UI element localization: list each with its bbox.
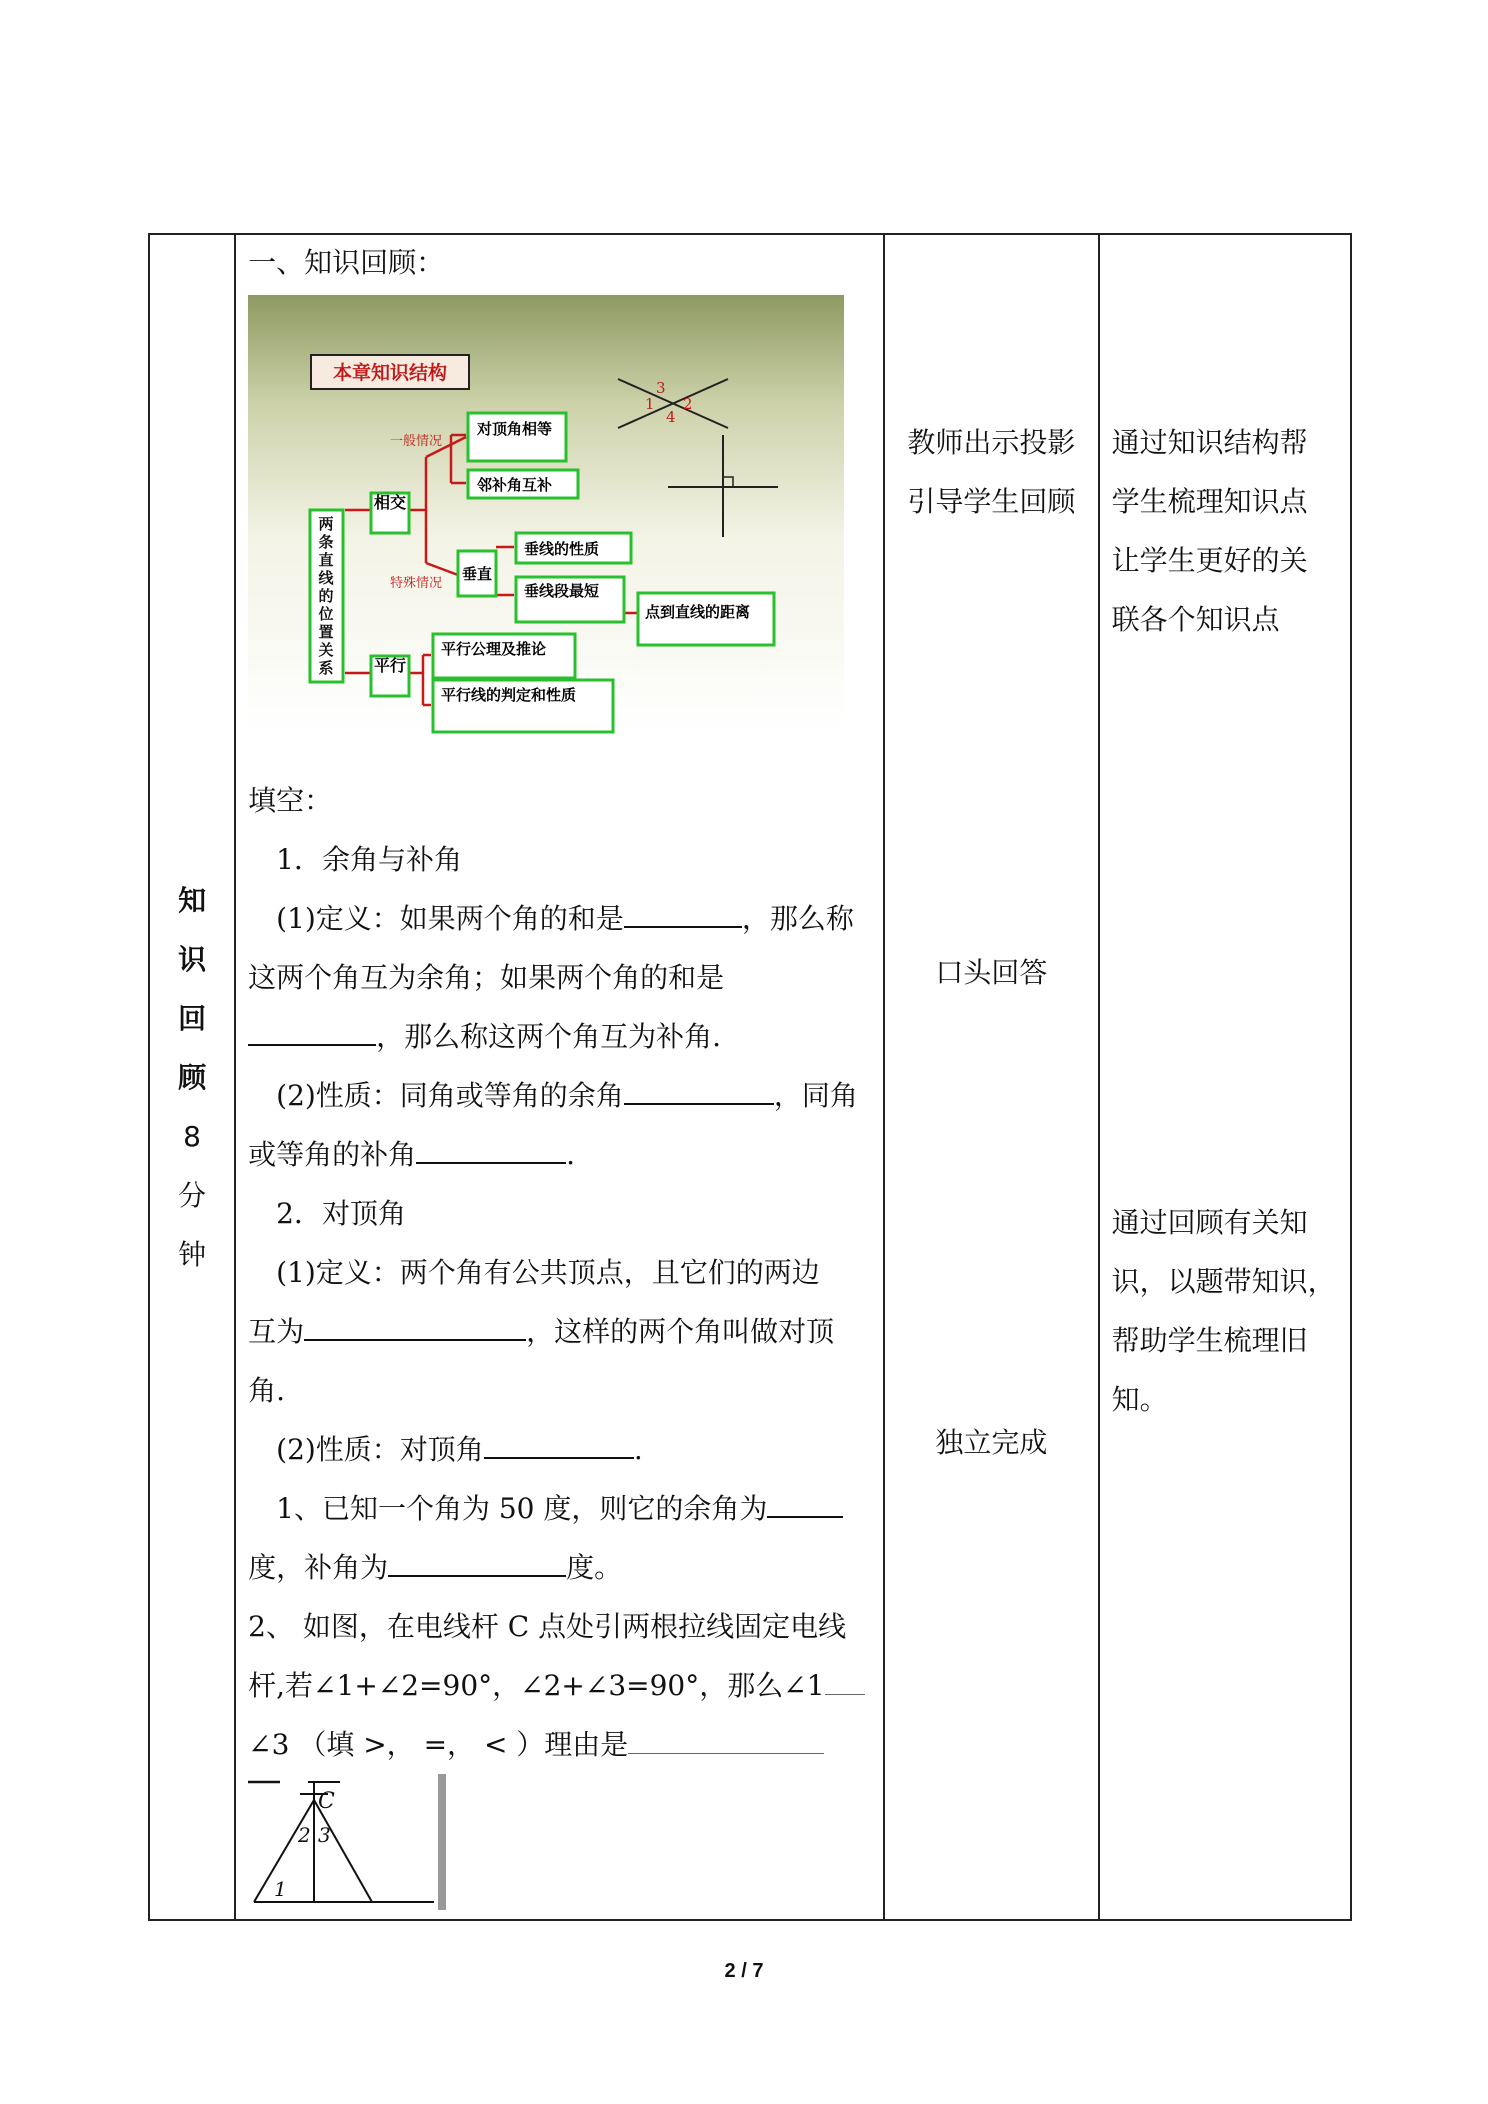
stage-char: 知 (178, 883, 207, 917)
content-cell (235, 234, 884, 1920)
utility-pole-svg (248, 1774, 448, 1914)
question1-line1: 1、已知一个角为 50 度，则它的余角为 (236, 1479, 883, 1538)
perp-segment-box-label: 垂线段最短 (524, 582, 600, 600)
root-box-label: 两条直线的位置关系 (318, 515, 334, 677)
item1-property-line2: 或等角的补角 . (248, 1138, 576, 1171)
design-line: 通过知识结构帮 (1111, 426, 1308, 459)
answer-blank[interactable] (416, 1140, 566, 1164)
stage-char: 回 (178, 1001, 207, 1035)
answer-blank[interactable] (304, 1317, 526, 1341)
point-line-distance-box-label: 点到直线的距离 (645, 603, 751, 621)
page-number: 2 / 7 (724, 1960, 764, 1982)
teaching-content (236, 235, 883, 1919)
perp-property-box-label: 垂线的性质 (524, 540, 600, 558)
perpendicular-box-label: 垂直 (462, 565, 493, 583)
design-line: 联各个知识点 (1111, 603, 1280, 636)
intersect-box-label: 相交 (374, 493, 407, 512)
angle-label: 4 (666, 408, 676, 426)
answer-blank[interactable] (624, 1081, 774, 1105)
activity-line: 教师出示投影 (907, 426, 1076, 459)
utility-pole-figure (248, 1774, 448, 1914)
question1-line2: 度，补角为 度。 (248, 1551, 623, 1584)
stage-unit-char: 分 (178, 1178, 207, 1212)
parallel-box-label: 平行 (374, 656, 407, 675)
question2-line1: 2、 如图，在电线杆 C 点处引两根拉线固定电线 (248, 1610, 847, 1643)
item2-definition-line2: 互为 ，这样的两个角叫做对顶 (248, 1315, 835, 1348)
answer-blank[interactable] (248, 1022, 376, 1046)
vertical-angles-box-label: 对顶角相等 (477, 420, 553, 438)
answer-blank[interactable] (825, 1672, 865, 1695)
design-intent-cell (1099, 234, 1351, 1920)
activity-independent-work: 独立完成 (935, 1426, 1048, 1459)
stage-char: 顾 (178, 1060, 207, 1094)
angle-label: 3 (656, 379, 666, 397)
design-intent (1100, 235, 1350, 1919)
design-line: 识，以题带知识， (1111, 1265, 1336, 1298)
angle-label: 2 (683, 395, 693, 413)
angle-label: 1 (645, 395, 655, 413)
design-line: 帮助学生梳理旧 (1111, 1324, 1308, 1357)
item2-definition-line1: (1)定义：两个角有公共顶点，且它们的两边 (276, 1256, 820, 1289)
section-title: 一、知识回顾： (248, 246, 445, 279)
parallel-judge-box-label: 平行线的判定和性质 (441, 686, 577, 704)
question2-line2: 杆,若∠1+∠2=90°，∠2+∠3=90°，那么∠1 (236, 1656, 883, 1715)
design-line: 知。 (1111, 1383, 1168, 1416)
answer-blank[interactable] (767, 1494, 843, 1518)
stage-unit-char: 钟 (178, 1237, 207, 1271)
knowledge-structure-diagram (248, 295, 844, 735)
parallel-axiom-box-label: 平行公理及推论 (441, 640, 547, 658)
design-line: 学生梳理知识点 (1111, 485, 1308, 518)
activity-oral-answer: 口头回答 (935, 956, 1048, 989)
student-activity (885, 235, 1097, 1919)
item2-property-line: (2)性质：对顶角 . (276, 1433, 643, 1466)
angle-2-label: 2 (298, 1823, 311, 1847)
design-line: 让学生更好的关 (1111, 544, 1308, 577)
answer-blank[interactable] (484, 1435, 634, 1459)
item2-title: 2．对顶角 (276, 1197, 406, 1230)
fill-in-title: 填空： (248, 784, 333, 817)
design-line: 通过回顾有关知 (1111, 1206, 1308, 1239)
adjacent-supplementary-box-label: 邻补角互补 (477, 476, 553, 494)
item1-definition-line2: 这两个角互为余角；如果两个角的和是 (248, 961, 725, 994)
general-case-label: 一般情况 (390, 434, 443, 449)
lesson-plan-table (148, 233, 1352, 1921)
design-intent-review (1112, 1193, 1342, 1429)
question2-line3: ∠3 （填 >， =， < ）理由是 (236, 1715, 883, 1774)
angle-3-label: 3 (318, 1823, 331, 1847)
item2-definition-line3: 角. (248, 1374, 286, 1407)
diagram-title: 本章知识结构 (333, 362, 448, 384)
design-intent-structure (1112, 413, 1342, 649)
answer-blank[interactable] (624, 904, 742, 928)
stage-char: 识 (178, 942, 207, 976)
item1-definition-line3: ，那么称这两个角互为补角. (236, 1007, 883, 1066)
stage-minutes: 8 (183, 1119, 201, 1153)
item1-property-line1: (2)性质：同角或等角的余角 ，同角 (276, 1079, 858, 1112)
item1-definition-line1: (1)定义：如果两个角的和是 ，那么称 (276, 902, 854, 935)
special-case-label: 特殊情况 (390, 576, 443, 591)
item1-title: 1．余角与补角 (276, 843, 462, 876)
angle-1-label: 1 (274, 1877, 287, 1901)
activity-cell (884, 234, 1098, 1920)
stage-cell (149, 234, 235, 1920)
structure-diagram-svg (248, 295, 844, 735)
stage-label (150, 235, 234, 1919)
point-c-label: C (318, 1789, 335, 1814)
answer-blank[interactable] (628, 1731, 824, 1754)
activity-line: 引导学生回顾 (907, 485, 1076, 518)
answer-blank[interactable] (388, 1553, 566, 1577)
activity-review (885, 413, 1097, 531)
